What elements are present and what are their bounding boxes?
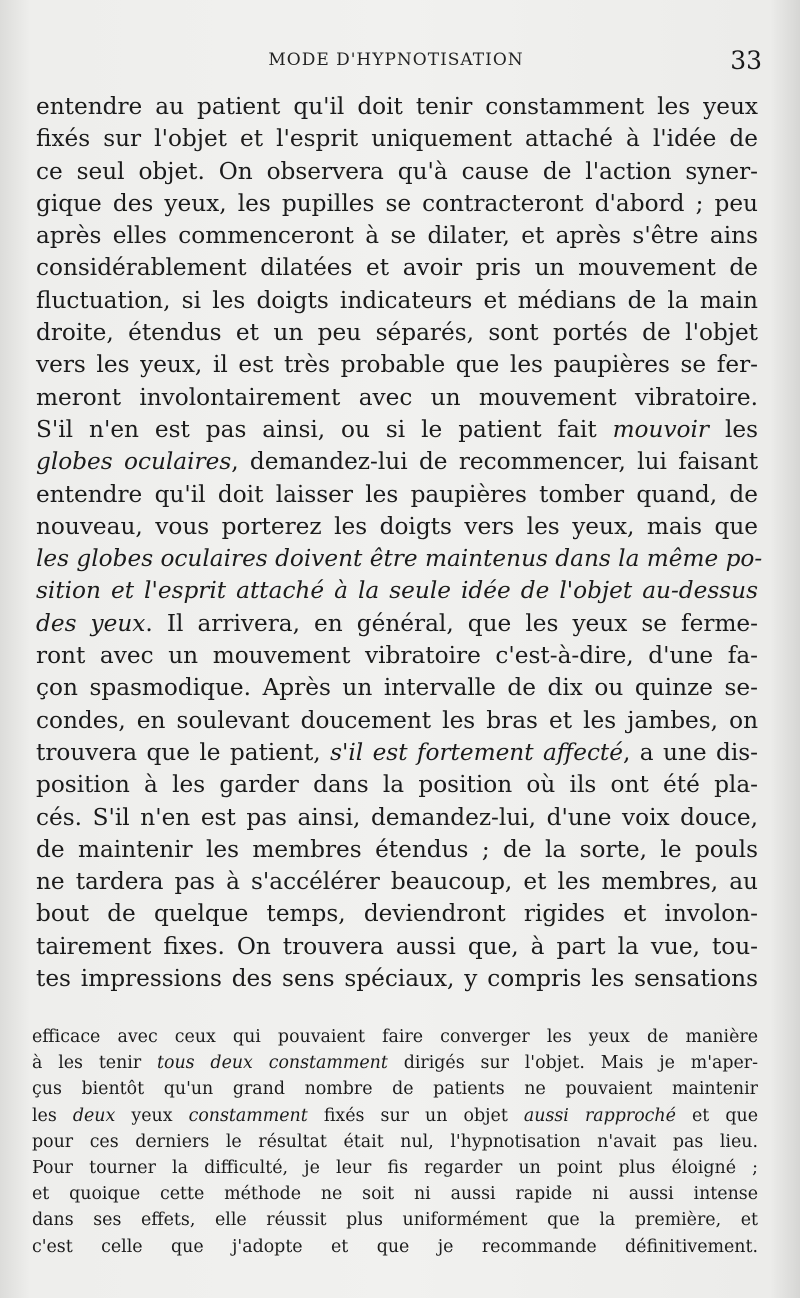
body-text-line: trouvera que le patient, s'il est fortement affecté, a une dis- xyxy=(36,738,758,766)
body-text-line: les globes oculaires doivent être maintenus dans la même po- xyxy=(36,545,763,573)
footnote-line: c'est celle que j'adopte et que je recommande définitivement. xyxy=(32,1236,758,1257)
body-text-line: considérablement dilatées et avoir pris un mouvement de xyxy=(36,254,758,282)
body-text-line: sition et l'esprit attaché à la seule idée de l'objet au-dessus xyxy=(36,577,758,605)
body-text-line: fixés sur l'objet et l'esprit uniquement attaché à l'idée de xyxy=(36,125,758,153)
body-text-line: droite, étendus et un peu séparés, sont portés de l'objet xyxy=(36,319,758,347)
body-text-line: de maintenir les membres étendus ; de la sorte, le pouls xyxy=(36,835,758,863)
body-text-line: condes, en soulevant doucement les bras et les jambes, on xyxy=(36,706,758,734)
body-text-line: meront involontairement avec un mouvement vibratoire. xyxy=(36,383,758,411)
body-text-line: fluctuation, si les doigts indicateurs et médians de la main xyxy=(36,286,758,314)
page-number: 33 xyxy=(730,46,762,75)
body-text-line: ne tardera pas à s'accélérer beaucoup, et les membres, au xyxy=(36,868,758,896)
body-text-line: tes impressions des sens spéciaux, y compris les sensations xyxy=(36,965,758,993)
body-text-line: S'il n'en est pas ainsi, ou si le patient fait mouvoir les xyxy=(36,415,758,443)
footnote xyxy=(32,1024,758,1260)
body-text-line: entendre qu'il doit laisser les paupières tomber quand, de xyxy=(36,480,758,508)
body-text-line: ront avec un mouvement vibratoire c'est-à-dire, d'une fa- xyxy=(36,642,758,670)
footnote-line: dans ses effets, elle réussit plus uniformément que la première, et xyxy=(32,1210,758,1231)
body-text-line: globes oculaires, demandez-lui de recommencer, lui faisant xyxy=(36,448,759,476)
page-header xyxy=(36,46,762,80)
footnote-line: Pour tourner la difficulté, je leur fis regarder un point plus éloigné ; xyxy=(32,1157,758,1178)
body-text-line: position à les garder dans la position où ils ont été pla- xyxy=(36,771,758,799)
footnote-line: efficace avec ceux qui pouvaient faire converger les yeux de manière xyxy=(32,1027,758,1047)
footnote-line: à les tenir tous deux constamment dirigés sur l'objet. Mais je m'aper- xyxy=(32,1053,758,1074)
body-text-line: tairement fixes. On trouvera aussi que, à part la vue, tou- xyxy=(36,932,758,960)
body-text-line: gique des yeux, les pupilles se contracteront d'abord ; peu xyxy=(36,189,758,217)
body-text-line: ce seul objet. On observera qu'à cause de l'action syner- xyxy=(36,157,758,185)
body-text-line: cés. S'il n'en est pas ainsi, demandez-lui, d'une voix douce, xyxy=(36,803,758,831)
body-text-line: vers les yeux, il est très probable que les paupières se fer- xyxy=(36,351,758,379)
running-title: MODE D'HYPNOTISATION xyxy=(268,50,524,70)
body-text-line: bout de quelque temps, deviendront rigides et involon- xyxy=(36,900,758,928)
body-text-line: nouveau, vous porterez les doigts vers les yeux, mais que xyxy=(36,512,758,540)
body-text-line: après elles commenceront à se dilater, et après s'être ains xyxy=(36,222,758,250)
footnote-line: et quoique cette méthode ne soit ni aussi rapide ni aussi intense xyxy=(32,1184,758,1205)
body-text-line: des yeux. Il arrivera, en général, que les yeux se ferme- xyxy=(36,609,758,637)
body-text-line: çon spasmodique. Après un intervalle de dix ou quinze se- xyxy=(36,674,758,702)
body-text-line: entendre au patient qu'il doit tenir constamment les yeux xyxy=(36,93,758,120)
footnote-line: les deux yeux constamment fixés sur un objet aussi rapproché et que xyxy=(32,1105,758,1126)
footnote-line: pour ces derniers le résultat était nul, l'hypnotisation n'avait pas lieu. xyxy=(32,1131,758,1152)
footnote-line: çus bientôt qu'un grand nombre de patients ne pouvaient maintenir xyxy=(32,1079,758,1100)
body-text xyxy=(36,91,763,995)
